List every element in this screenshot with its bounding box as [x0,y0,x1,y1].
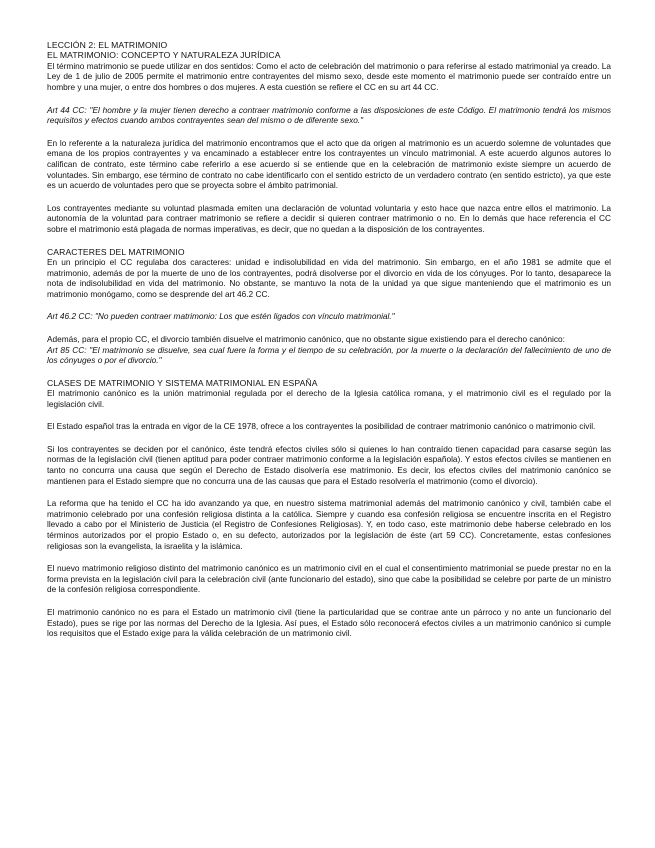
paragraph-text: La reforma que ha tenido el CC ha ido avanzando ya que, en nuestro sistema matrimonial además del matrimonio canónico y civil, también cabe el matrimonio celebrado por una confesión religiosa distinta a la católica. Siempre y cuando esa confesión religiosa se encuentre inscrita en el Registro llevado a cabo por el Ministerio de Justicia (el Registro de Confesiones Religiosas). Y, en todo caso, este matrimonio debe haberse celebrado en los términos autorizados por el propio Estado o, en su defecto, autorizados por la legislación de éste (art 59 CC). Concretamente, estas confesiones religiosas son la evangelista, la israelita y la islámica. [47,498,611,551]
paragraph [47,563,611,595]
paragraph-text: El Estado español tras la entrada en vigor de la CE 1978, ofrece a los contrayentes la posibilidad de contraer matrimonio canónico o matrimonio civil. [47,421,596,432]
paragraph-with-quote [47,334,611,366]
paragraph [47,444,611,486]
quote-paragraph [47,105,611,126]
paragraph [47,257,611,299]
paragraph [47,607,611,639]
paragraph-text: Los contrayentes mediante su voluntad plasmada emiten una declaración de voluntad voluntaria y esto hace que nazca entre ellos el matrimonio. La autonomía de la voluntad para contraer matrimonio se refiere a decidir si quieren contraer matrimonio o no. En lo demás que hace referencia el CC sobre el matrimonio está plagada de normas imperativas, es decir, que no quedan a la disposición de los contrayentes. [47,202,611,234]
paragraph [47,203,611,235]
paragraph-text: Además, para el propio CC, el divorcio también disuelve el matrimonio canónico, que no obstante sigue existiendo para el derecho canónico: [47,333,565,344]
paragraph-text: En lo referente a la naturaleza jurídica del matrimonio encontramos que el acto que da origen al matrimonio es un acuerdo solemne de voluntades que emana de los propios contrayentes y va encaminado a establecer entre los contrayentes un vínculo matrimonial. A este acuerdo algunos autores lo califican de contrato, este término cabe referirlo a ese acuerdo si se entiende que en la celebración de matrimonio existe siempre un acuerdo de voluntades. Sin embargo, ese término de contrato no cabe identificarlo con el sentido estricto de un verdadero contrato (en sentido estricto), ya que este es un acuerdo de voluntades pero que se proyecta sobre el ámbito patrimonial. [47,137,611,191]
quote-text: Art 46.2 CC: "No pueden contraer matrimonio: Los que estén ligados con vínculo matrimonial." [47,311,395,322]
paragraph [47,421,611,432]
paragraph [47,61,611,93]
section-heading-clases: CLASES DE MATRIMONIO Y SISTEMA MATRIMONIAL EN ESPAÑA [47,377,318,388]
paragraph-text: El término matrimonio se puede utilizar en dos sentidos: Como el acto de celebración del matrimonio o para referirse al estado matrimonial ya creado. La Ley de 1 de julio de 2005 permite el matrimonio entre contrayentes del mismo sexo, desde este momento el matrimonio puede ser contraído entre un hombre y una mujer, o entre dos hombres o dos mujeres. A esta cuestión se refiere el CC en su art 44 CC. [47,60,611,92]
paragraph [47,138,611,191]
paragraph [47,388,611,409]
paragraph [47,498,611,551]
paragraph-text: El nuevo matrimonio religioso distinto del matrimonio canónico es un matrimonio civil en el cual el consentimiento matrimonial se puede prestar no en la forma prevista en la legislación civil para la celebración civil (ante funcionario del estado), sino que cabe la posibilidad se celebre por parte de un ministro de la confesión religiosa correspondiente. [47,563,611,595]
quote-text: Art 44 CC: "El hombre y la mujer tienen derecho a contraer matrimonio conforme a las disposiciones de este Código. El matrimonio tendrá los mismos requisitos y efectos cuando ambos contrayentes sean del mismo o de diferente sexo." [47,104,611,126]
lesson-title: LECCIÓN 2: EL MATRIMONIO [47,40,168,50]
section-heading-concepto: EL MATRIMONIO: CONCEPTO Y NATURALEZA JURÍDICA [47,50,281,61]
paragraph-text: En un principio el CC regulaba dos caracteres: unidad e indisolubilidad en vida del matrimonio. Sin embargo, en el año 1981 se admite que el matrimonio, además de por la muerte de uno de los contrayentes, podrá disolverse por el divorcio en vida de los cónyuges. Por lo tanto, desaparece la nota de indisolubilidad en vida del matrimonio. No obstante, se mantuvo la nota de la unidad ya que sigue manteniendo que el matrimonio es un matrimonio monógamo, como se desprende del art 46.2 CC. [47,256,611,299]
quote-paragraph [47,311,611,322]
paragraph-text: Si los contrayentes se deciden por el canónico, éste tendrá efectos civiles sólo si quienes lo han contraído tienen capacidad para casarse según las normas de la legislación civil (tienen aptitud para poder contraer matrimonio conforme a la legislación española). Y estos efectos civiles se mantienen en tanto no concurra una causa que según el Derecho de Estado disolvería ese matrimonio. Es decir, los efectos civiles del matrimonio canónico se mantienen para el Estado siempre que no concurra una de las causas que para el Estado resolvería el matrimonio (como el divorcio). [47,443,611,486]
quote-text: Art 85 CC: "El matrimonio se disuelve, sea cual fuere la forma y el tiempo de su celebración, por la muerte o la declaración del fallecimiento de uno de los cónyuges o por el divorcio." [47,344,611,366]
paragraph-text: El matrimonio canónico es la unión matrimonial regulada por el derecho de la Iglesia católica romana, y el matrimonio civil es el regulado por la legislación civil. [47,388,611,409]
paragraph-text: El matrimonio canónico no es para el Estado un matrimonio civil (tiene la particularidad que se contrae ante un párroco y no ante un funcionario del Estado), pues se rige por las normas del Derecho de la Iglesia. Así pues, el Estado sólo reconocerá efectos civiles a un matrimonio canónico si cumple los requisitos que el Estado exige para la válida celebración de un matrimonio civil. [47,607,611,639]
section-heading-caracteres: CARACTERES DEL MATRIMONIO [47,246,185,257]
document-page [47,40,611,651]
